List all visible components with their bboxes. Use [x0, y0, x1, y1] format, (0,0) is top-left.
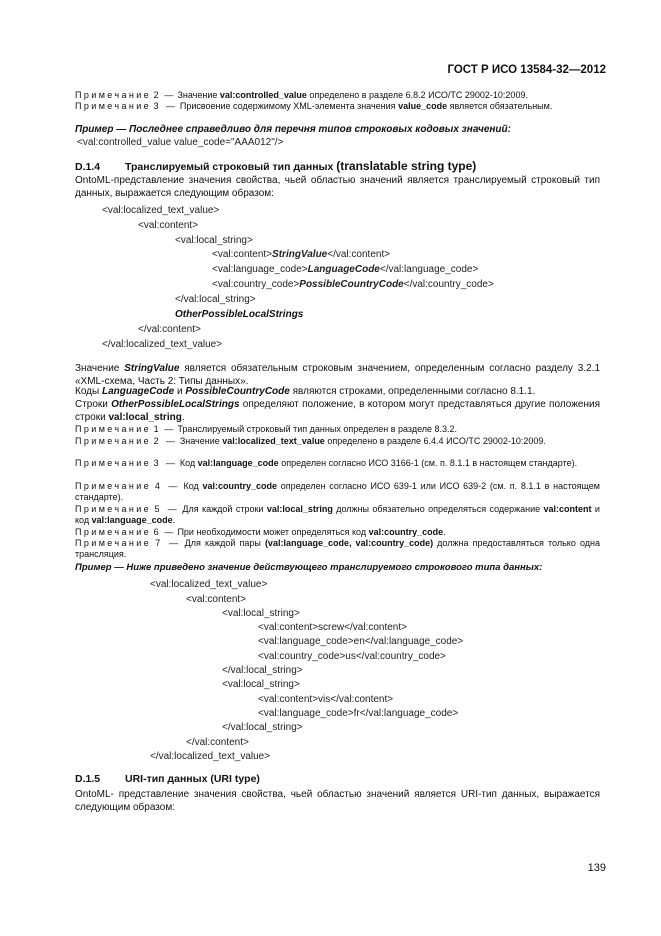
section-heading-d15: D.1.5 URI-тип данных (URI type)	[75, 773, 260, 785]
note-2-top: Примечание 2 — Значение val:controlled_value определено в разделе 6.8.2 ИСО/ТС 29002-10:2009.	[75, 90, 528, 100]
section-heading-d14: D.1.4 Транслируемый строковый тип данных (translatable string type)	[75, 159, 477, 173]
note-7: Примечание 7 — Для каждой пары (val:language_code, val:country_code) должна предоставляться только одна трансляция.	[75, 538, 600, 559]
note-3: Примечание 3 — Код val:language_code определен согласно ИСО 3166-1 (см. п. 8.1.1 в настоящем стандарте).	[75, 458, 578, 468]
paragraph-codes: Коды LanguageCode и PossibleCountryCode являются строками, определенными согласно 8.1.1.	[75, 386, 536, 397]
note-4: Примечание 4 — Код val:country_code определен согласно ИСО 639-1 или ИСО 639-2 (см. п. 8.1.1 в настоящем стандарте).	[75, 481, 600, 502]
paragraph-other-strings: Строки OtherPossibleLocalStrings определяют положение, в котором могут представляться другие положения строки val:local_string.	[75, 399, 600, 423]
note-1: Примечание 1 — Транслируемый строковый тип данных определен в разделе 8.3.2.	[75, 424, 458, 434]
note-5: Примечание 5 — Для каждой строки val:local_string должны обязательно определяться содержание val:content и код val:language_code.	[75, 504, 600, 525]
note-6: Примечание 6 — При необходимости может определяться код val:country_code.	[75, 527, 446, 537]
paragraph-string-value: Значение StringValue является обязательным строковым значением, определенным согласно разделу 3.2.1 «XML-схема, Часть 2: Типы данных».	[75, 363, 601, 387]
example-heading-top: Пример — Последнее справедливо для перечня типов строковых кодовых значений:	[75, 124, 511, 135]
section-d15-intro: OntoML- представление значения свойства, чьей областью значений является URI-тип данных, выражается следующим образом:	[75, 789, 600, 813]
page-header-title: ГОСТ Р ИСО 13584-32—2012	[447, 64, 606, 76]
note-3-top: Примечание 3 — Присвоение содержимому XML-элемента значения value_code является обязательным.	[75, 101, 553, 111]
note-2: Примечание 2 — Значение val:localized_text_value определено в разделе 6.4.4 ИСО/ТС 29002-10:2009.	[75, 436, 546, 446]
example-code-top: <val:controlled_value value_code="AAA012"/>	[77, 137, 284, 148]
page-number: 139	[587, 862, 606, 874]
section-d14-intro: OntoML-представление значения свойства, чьей областью значений является транслируемый строковый тип данных, выражается следующим образом:	[75, 175, 600, 199]
example-heading: Пример — Ниже приведено значение действующего транслируемого строкового типа данных:	[75, 562, 543, 573]
